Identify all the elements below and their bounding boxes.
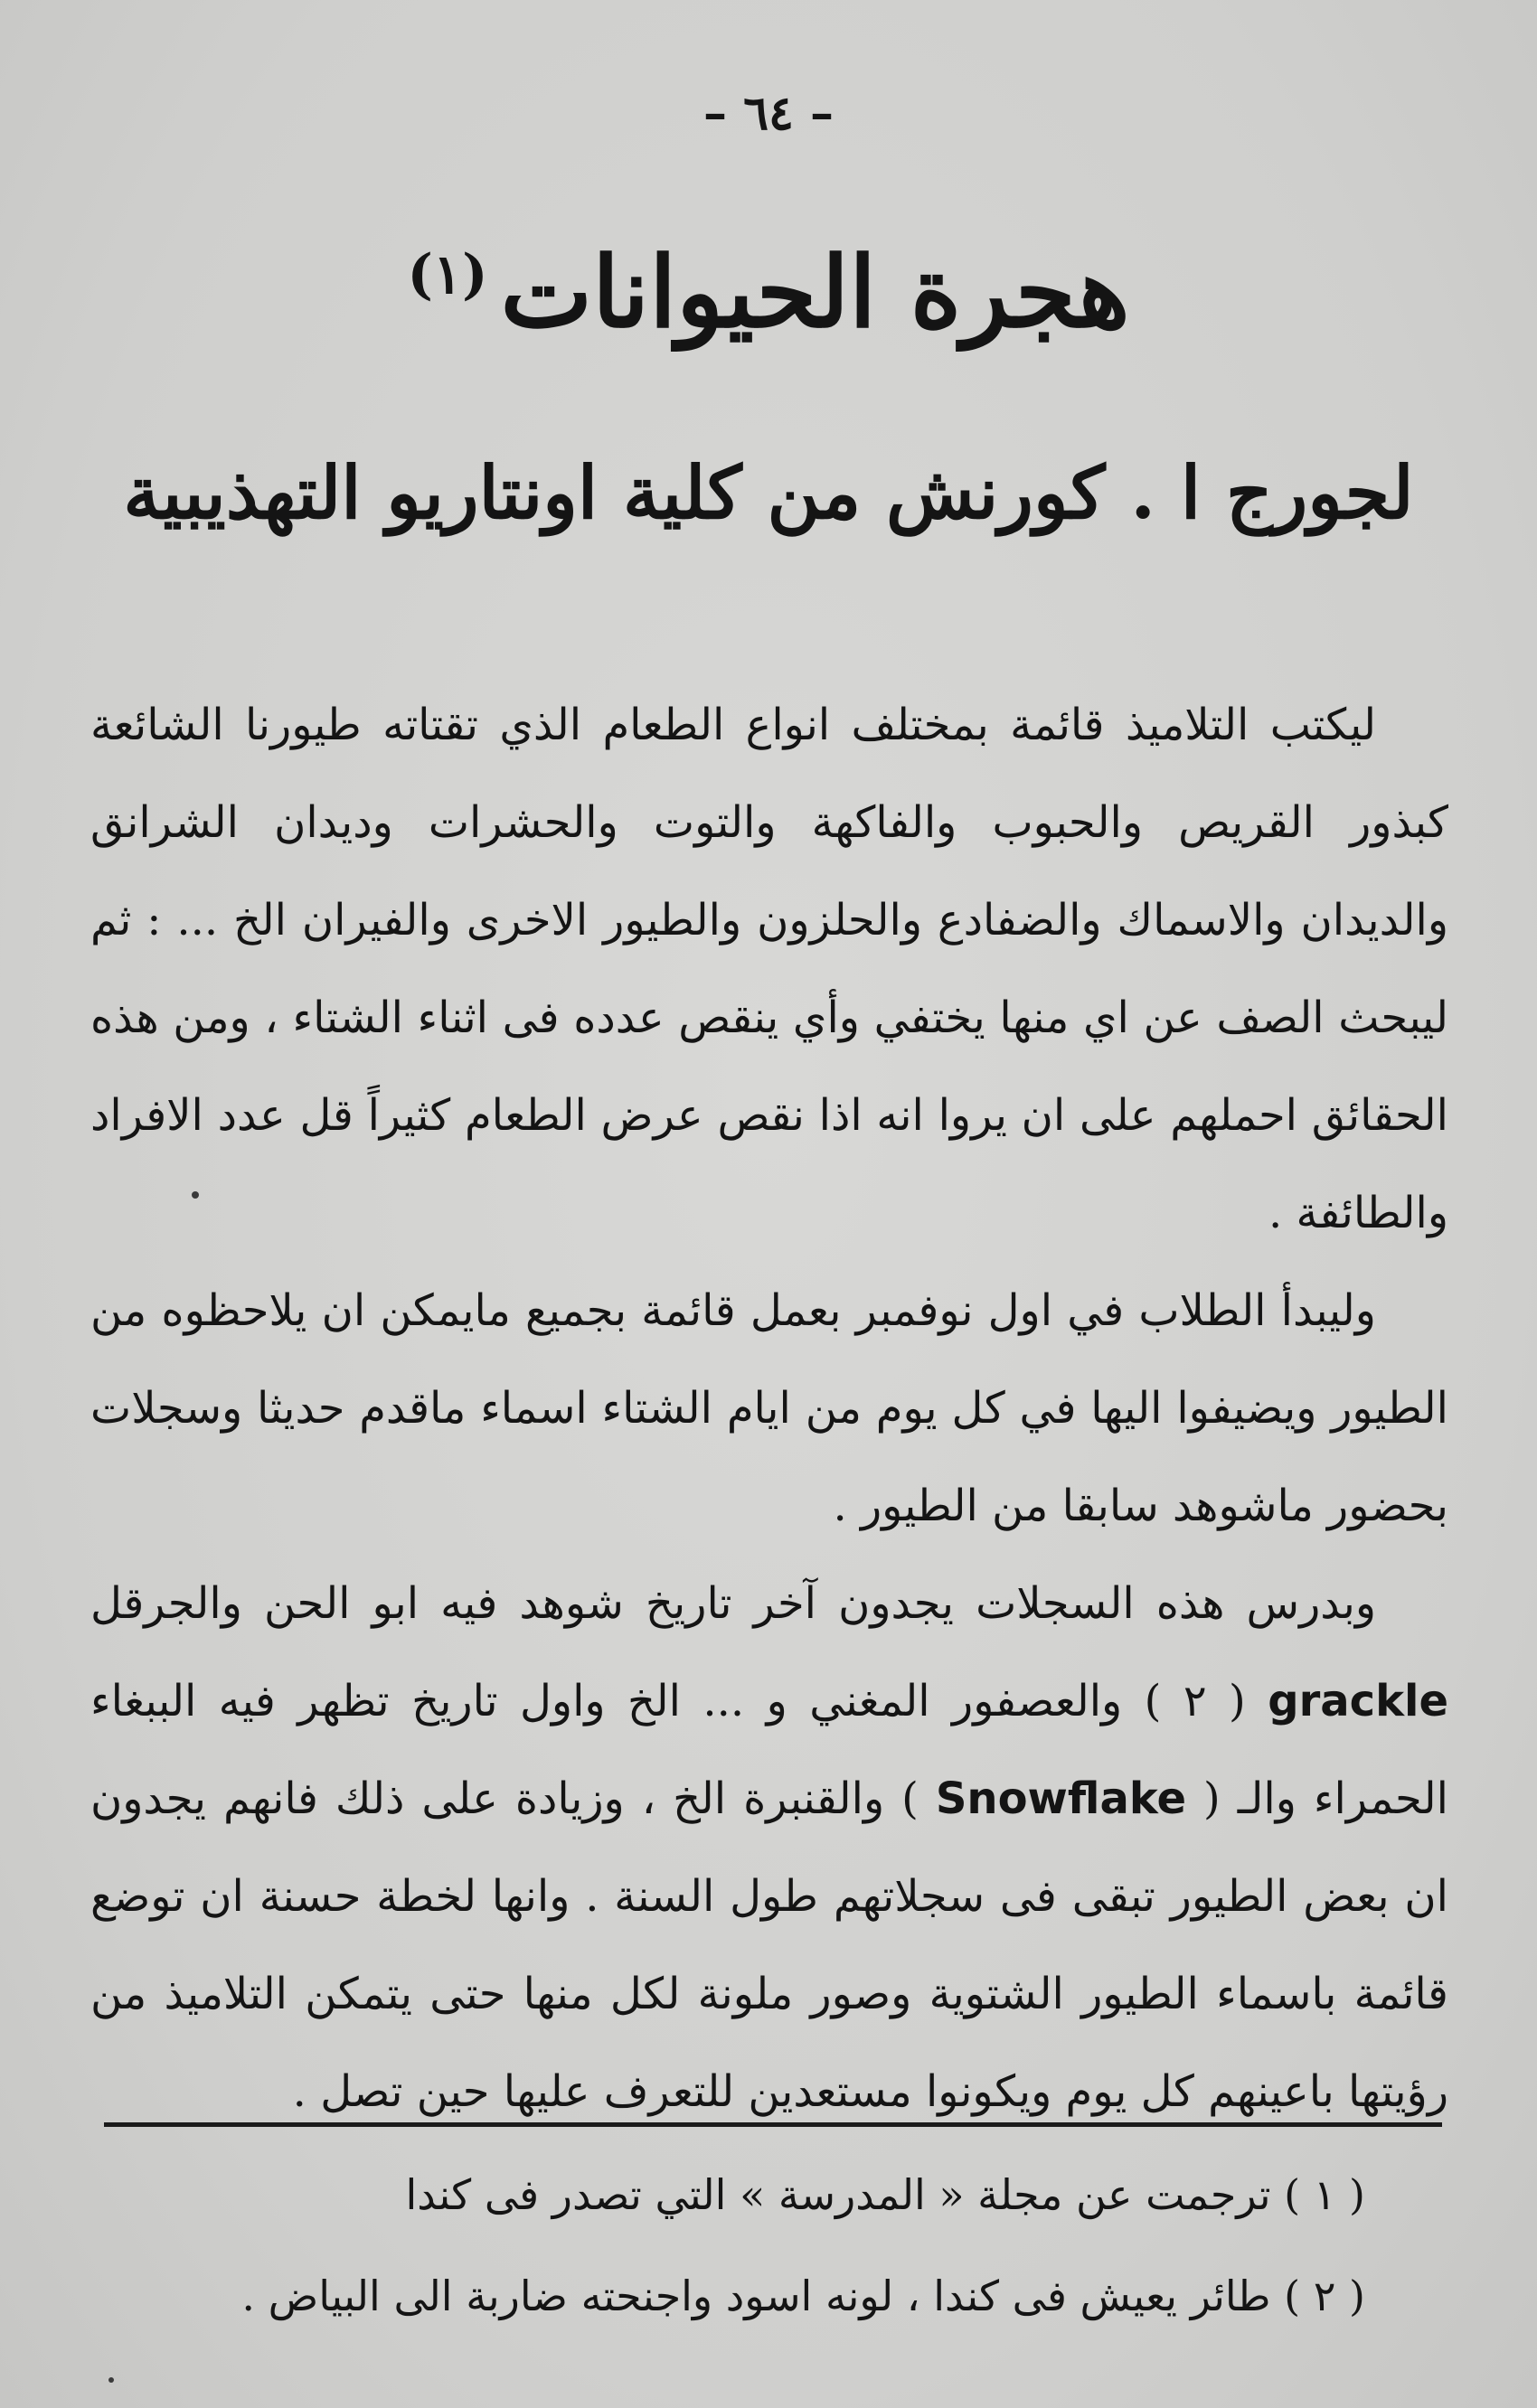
article-title — [0, 235, 1537, 353]
paragraph-3-part-2: ( ٢ ) والعصفور المغني و ... الخ واول تاريخ تظهر فيه الببغاء الحمراء والـ ( — [90, 1676, 1449, 1824]
paragraph-1: ليكتب التلاميذ قائمة بمختلف انواع الطعام الذي تقتاته طيورنا الشائعة كبذور القريص والحبوب والفاكهة والتوت والحشرات وديدان الشرانق والديدان والاسماك والضفادع والحلزون والطيور الاخرى والفيران الخ ... : ثم ليبحث الصف عن اي منها يختفي وأي ينقص عدده فى اثناء الشتاء ، ومن هذه الحقائق احملهم على ان يروا انه اذا نقص عرض الطعام كثيراً قل عدد الافراد والطائفة . — [90, 700, 1448, 1238]
latin-term-grackle: grackle — [1268, 1676, 1449, 1726]
print-speck — [108, 2377, 114, 2383]
title-footnote-mark: (١) — [407, 243, 488, 306]
footnote-divider — [104, 2122, 1442, 2127]
paragraph-3 — [90, 1555, 1448, 2140]
footnote-2: ( ٢ ) طائر يعيش فى كندا ، لونه اسود واجنحته ضاربة الى البياض . — [241, 2272, 1365, 2320]
article-title-text: هجرة الحيوانات — [500, 236, 1130, 350]
print-speck — [192, 1191, 199, 1199]
paragraph-2: وليبدأ الطلاب في اول نوفمبر بعمل قائمة بجميع مايمكن ان يلاحظوه من الطيور ويضيفوا اليها في كل يوم من ايام الشتاء اسماء ماقدم حديثا وسجلات بحضور ماشوهد سابقا من الطيور . — [90, 1285, 1448, 1531]
article-byline: لجورج ا . كورنش من كلية اونتاريو التهذيبية — [123, 450, 1414, 535]
paragraph-3-part-3: ) والقنبرة الخ ، وزيادة على ذلك فانهم يجدون ان بعض الطيور تبقى فى سجلاتهم طول السنة . وانها لخطة حسنة ان توضع قائمة باسماء الطيور الشتوية وصور ملونة لكل منها حتى يتمكن التلاميذ من رؤيتها باعينهم كل يوم ويكونوا مستعدين للتعرف عليها حين تصل . — [90, 1773, 1448, 2117]
article-body — [90, 676, 1448, 2140]
footnote-1: ( ١ ) ترجمت عن مجلة « المدرسة » التي تصدر فى كندا — [405, 2170, 1365, 2219]
page-number: – ٦٤ – — [702, 86, 835, 141]
latin-term-snowflake: Snowflake — [935, 1773, 1187, 1824]
footnotes — [99, 2144, 1365, 2347]
paragraph-3-part-1: وبدرس هذه السجلات يجدون آخر تاريخ شوهد فيه ابو الحن والجرقل — [90, 1578, 1376, 1629]
